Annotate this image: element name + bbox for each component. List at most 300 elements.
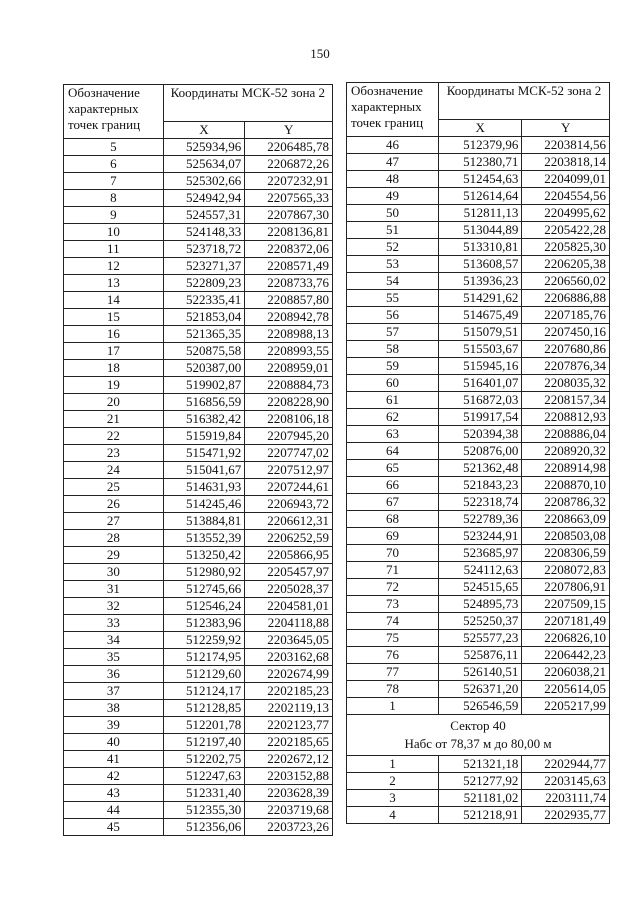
x-cell: 512614,64 [439,188,522,205]
header-point-label: Обозначение характерных точек границ [64,85,164,139]
y-cell: 2207680,86 [522,341,610,358]
table-row [347,239,610,256]
page-number: 150 [310,46,330,61]
table-row [347,494,610,511]
table-row [64,258,333,275]
y-cell: 2207244,61 [245,479,333,496]
y-cell: 2207876,34 [522,358,610,375]
point-id-cell: 20 [64,394,164,411]
point-id-cell: 60 [347,375,439,392]
x-cell: 524895,73 [439,596,522,613]
y-cell: 2204995,62 [522,205,610,222]
table-row [64,649,333,666]
x-cell: 513936,23 [439,273,522,290]
x-cell: 513884,81 [163,513,245,530]
table-row [64,462,333,479]
y-cell: 2206872,26 [245,156,333,173]
x-cell: 512124,17 [163,683,245,700]
table-row [64,207,333,224]
x-cell: 526546,59 [439,698,522,715]
point-id-cell: 58 [347,341,439,358]
y-cell: 2208106,18 [245,411,333,428]
sector-title: Сектор 40 [450,718,506,733]
x-cell: 524148,33 [163,224,245,241]
table-row [347,773,610,790]
point-id-cell: 61 [347,392,439,409]
y-cell: 2207565,33 [245,190,333,207]
y-cell: 2208372,06 [245,241,333,258]
y-cell: 2207945,20 [245,428,333,445]
point-id-cell: 13 [64,275,164,292]
y-cell: 2208136,81 [245,224,333,241]
table-row [64,734,333,751]
table-row [347,205,610,222]
table-row [347,290,610,307]
x-cell: 513552,39 [163,530,245,547]
y-cell: 2203645,05 [245,632,333,649]
header-x: X [163,122,245,139]
sector-body [347,756,610,824]
x-cell: 512980,92 [163,564,245,581]
y-cell: 2206612,31 [245,513,333,530]
y-cell: 2202185,65 [245,734,333,751]
y-cell: 2208812,93 [522,409,610,426]
x-cell: 519917,54 [439,409,522,426]
point-id-cell: 50 [347,205,439,222]
x-cell: 512247,63 [163,768,245,785]
point-id-cell: 62 [347,409,439,426]
table-row [64,496,333,513]
y-cell: 2202674,99 [245,666,333,683]
table-row [64,139,333,156]
x-cell: 524557,31 [163,207,245,224]
table-left-body [64,139,333,836]
table-row [64,411,333,428]
y-cell: 2202935,77 [522,807,610,824]
x-cell: 515471,92 [163,445,245,462]
x-cell: 519902,87 [163,377,245,394]
y-cell: 2208035,32 [522,375,610,392]
point-id-cell: 41 [64,751,164,768]
table-row [347,273,610,290]
table-row [347,358,610,375]
table-row [64,292,333,309]
point-id-cell: 31 [64,581,164,598]
point-id-cell: 23 [64,445,164,462]
point-id-cell: 27 [64,513,164,530]
y-cell: 2206038,21 [522,664,610,681]
point-id-cell: 28 [64,530,164,547]
y-cell: 2207867,30 [245,207,333,224]
y-cell: 2203723,26 [245,819,333,836]
table-row [347,579,610,596]
y-cell: 2208571,49 [245,258,333,275]
x-cell: 514291,62 [439,290,522,307]
y-cell: 2207509,15 [522,596,610,613]
point-id-cell: 68 [347,511,439,528]
y-cell: 2207806,91 [522,579,610,596]
table-row [64,751,333,768]
y-cell: 2205457,97 [245,564,333,581]
table-row [347,460,610,477]
x-cell: 512201,78 [163,717,245,734]
table-row [64,700,333,717]
x-cell: 521362,48 [439,460,522,477]
y-cell: 2208228,90 [245,394,333,411]
point-id-cell: 21 [64,411,164,428]
x-cell: 512331,40 [163,785,245,802]
table-row [64,326,333,343]
point-id-cell: 43 [64,785,164,802]
table-row [64,683,333,700]
y-cell: 2208993,55 [245,343,333,360]
point-id-cell: 67 [347,494,439,511]
x-cell: 516856,59 [163,394,245,411]
x-cell: 525250,37 [439,613,522,630]
point-id-cell: 70 [347,545,439,562]
x-cell: 514675,49 [439,307,522,324]
header-x: X [439,120,522,137]
point-id-cell: 35 [64,649,164,666]
x-cell: 512454,63 [439,171,522,188]
x-cell: 521365,35 [163,326,245,343]
x-cell: 515079,51 [439,324,522,341]
point-id-cell: 59 [347,358,439,375]
point-id-cell: 64 [347,443,439,460]
table-row [347,528,610,545]
table-row [64,173,333,190]
sector-header-row [347,715,610,756]
y-cell: 2205825,30 [522,239,610,256]
header-y: Y [522,120,610,137]
x-cell: 526371,20 [439,681,522,698]
table-row [64,530,333,547]
y-cell: 2204581,01 [245,598,333,615]
x-cell: 522809,23 [163,275,245,292]
table-right-body [347,137,610,715]
table-row [347,443,610,460]
point-id-cell: 19 [64,377,164,394]
x-cell: 523271,37 [163,258,245,275]
table-row [347,647,610,664]
x-cell: 522789,36 [439,511,522,528]
y-cell: 2208988,13 [245,326,333,343]
point-id-cell: 36 [64,666,164,683]
x-cell: 512379,96 [439,137,522,154]
point-id-cell: 4 [347,807,439,824]
point-id-cell: 18 [64,360,164,377]
table-row [347,409,610,426]
x-cell: 521277,92 [439,773,522,790]
point-id-cell: 72 [347,579,439,596]
y-cell: 2206826,10 [522,630,610,647]
x-cell: 521218,91 [439,807,522,824]
point-id-cell: 63 [347,426,439,443]
table-row [64,666,333,683]
table-row [64,819,333,836]
y-cell: 2208306,59 [522,545,610,562]
point-id-cell: 56 [347,307,439,324]
x-cell: 512259,92 [163,632,245,649]
x-cell: 523718,72 [163,241,245,258]
x-cell: 524112,63 [439,562,522,579]
table-row [64,241,333,258]
x-cell: 514245,46 [163,496,245,513]
y-cell: 2202119,13 [245,700,333,717]
table-row [64,717,333,734]
point-id-cell: 51 [347,222,439,239]
x-cell: 522318,74 [439,494,522,511]
point-id-cell: 69 [347,528,439,545]
x-cell: 512197,40 [163,734,245,751]
table-row [347,596,610,613]
y-cell: 2207450,16 [522,324,610,341]
table-row [64,343,333,360]
x-cell: 515919,84 [163,428,245,445]
point-id-cell: 1 [347,698,439,715]
point-id-cell: 46 [347,137,439,154]
y-cell: 2203145,63 [522,773,610,790]
x-cell: 525302,66 [163,173,245,190]
x-cell: 516382,42 [163,411,245,428]
point-id-cell: 14 [64,292,164,309]
table-row [347,341,610,358]
table-row [347,222,610,239]
header-point-label: Обозначение характерных точек границ [347,83,439,137]
x-cell: 513044,89 [439,222,522,239]
point-id-cell: 48 [347,171,439,188]
table-row [347,698,610,715]
x-cell: 523244,91 [439,528,522,545]
point-id-cell: 15 [64,309,164,326]
point-id-cell: 24 [64,462,164,479]
table-row [64,768,333,785]
sector-subtitle: Набс от 78,37 м до 80,00 м [404,736,552,751]
table-row [347,477,610,494]
point-id-cell: 55 [347,290,439,307]
x-cell: 512745,66 [163,581,245,598]
y-cell: 2202944,77 [522,756,610,773]
y-cell: 2206252,59 [245,530,333,547]
point-id-cell: 57 [347,324,439,341]
header-coords-label: Координаты МСК-52 зона 2 [439,83,610,120]
table-row [347,324,610,341]
table-row [347,256,610,273]
table-row [347,511,610,528]
point-id-cell: 73 [347,596,439,613]
table-row [64,394,333,411]
point-id-cell: 71 [347,562,439,579]
y-cell: 2204118,88 [245,615,333,632]
y-cell: 2205614,05 [522,681,610,698]
x-cell: 512546,24 [163,598,245,615]
point-id-cell: 53 [347,256,439,273]
table-row [64,428,333,445]
x-cell: 512356,06 [163,819,245,836]
coordinates-table-left [63,84,333,836]
y-cell: 2208920,32 [522,443,610,460]
table-row [64,513,333,530]
table-row [347,630,610,647]
y-cell: 2208914,98 [522,460,610,477]
x-cell: 525934,96 [163,139,245,156]
table-row [64,309,333,326]
y-cell: 2204554,56 [522,188,610,205]
table-row [347,307,610,324]
point-id-cell: 47 [347,154,439,171]
y-cell: 2205028,37 [245,581,333,598]
point-id-cell: 54 [347,273,439,290]
point-id-cell: 6 [64,156,164,173]
y-cell: 2202123,77 [245,717,333,734]
table-row [347,375,610,392]
x-cell: 512355,30 [163,802,245,819]
table-row [64,785,333,802]
x-cell: 524515,65 [439,579,522,596]
y-cell: 2203111,74 [522,790,610,807]
table-row [64,564,333,581]
y-cell: 2208884,73 [245,377,333,394]
table-row [64,156,333,173]
point-id-cell: 22 [64,428,164,445]
point-id-cell: 40 [64,734,164,751]
y-cell: 2208503,08 [522,528,610,545]
table-row [347,756,610,773]
x-cell: 521321,18 [439,756,522,773]
x-cell: 513310,81 [439,239,522,256]
header-y: Y [245,122,333,139]
y-cell: 2203162,68 [245,649,333,666]
y-cell: 2206485,78 [245,139,333,156]
y-cell: 2208157,34 [522,392,610,409]
x-cell: 512202,75 [163,751,245,768]
x-cell: 525577,23 [439,630,522,647]
table-row [347,154,610,171]
table-row [347,137,610,154]
y-cell: 2206943,72 [245,496,333,513]
table-row [64,275,333,292]
point-id-cell: 9 [64,207,164,224]
point-id-cell: 1 [347,756,439,773]
y-cell: 2202185,23 [245,683,333,700]
point-id-cell: 10 [64,224,164,241]
x-cell: 512128,85 [163,700,245,717]
point-id-cell: 77 [347,664,439,681]
x-cell: 512383,96 [163,615,245,632]
y-cell: 2205866,95 [245,547,333,564]
point-id-cell: 38 [64,700,164,717]
table-row [347,392,610,409]
x-cell: 515945,16 [439,358,522,375]
y-cell: 2208959,01 [245,360,333,377]
y-cell: 2203719,68 [245,802,333,819]
table-row [64,224,333,241]
point-id-cell: 7 [64,173,164,190]
header-coords-label: Координаты МСК-52 зона 2 [163,85,332,122]
y-cell: 2208663,09 [522,511,610,528]
y-cell: 2203152,88 [245,768,333,785]
y-cell: 2203818,14 [522,154,610,171]
point-id-cell: 17 [64,343,164,360]
point-id-cell: 44 [64,802,164,819]
table-row [347,171,610,188]
y-cell: 2208857,80 [245,292,333,309]
table-row [347,188,610,205]
y-cell: 2207747,02 [245,445,333,462]
sector-header [347,715,610,756]
x-cell: 520875,58 [163,343,245,360]
x-cell: 520394,38 [439,426,522,443]
y-cell: 2203814,56 [522,137,610,154]
table-row [347,545,610,562]
point-id-cell: 42 [64,768,164,785]
x-cell: 520387,00 [163,360,245,377]
y-cell: 2207185,76 [522,307,610,324]
point-id-cell: 25 [64,479,164,496]
y-cell: 2205422,28 [522,222,610,239]
x-cell: 515503,67 [439,341,522,358]
point-id-cell: 78 [347,681,439,698]
x-cell: 515041,67 [163,462,245,479]
y-cell: 2206205,38 [522,256,610,273]
point-id-cell: 8 [64,190,164,207]
y-cell: 2206442,23 [522,647,610,664]
x-cell: 523685,97 [439,545,522,562]
table-row [347,790,610,807]
y-cell: 2208786,32 [522,494,610,511]
point-id-cell: 34 [64,632,164,649]
table-row [347,562,610,579]
point-id-cell: 66 [347,477,439,494]
point-id-cell: 3 [347,790,439,807]
table-row [64,547,333,564]
point-id-cell: 2 [347,773,439,790]
table-row [347,807,610,824]
y-cell: 2208942,78 [245,309,333,326]
x-cell: 514631,93 [163,479,245,496]
point-id-cell: 39 [64,717,164,734]
x-cell: 512129,60 [163,666,245,683]
x-cell: 525876,11 [439,647,522,664]
point-id-cell: 12 [64,258,164,275]
point-id-cell: 26 [64,496,164,513]
point-id-cell: 16 [64,326,164,343]
y-cell: 2207232,91 [245,173,333,190]
table-row [64,445,333,462]
x-cell: 512380,71 [439,154,522,171]
x-cell: 520876,00 [439,443,522,460]
point-id-cell: 37 [64,683,164,700]
x-cell: 512174,95 [163,649,245,666]
point-id-cell: 52 [347,239,439,256]
table-row [64,615,333,632]
point-id-cell: 74 [347,613,439,630]
point-id-cell: 30 [64,564,164,581]
table-row [64,802,333,819]
point-id-cell: 76 [347,647,439,664]
y-cell: 2208072,83 [522,562,610,579]
x-cell: 525634,07 [163,156,245,173]
x-cell: 522335,41 [163,292,245,309]
y-cell: 2206886,88 [522,290,610,307]
coordinates-table-right [346,82,610,824]
x-cell: 521843,23 [439,477,522,494]
x-cell: 524942,94 [163,190,245,207]
x-cell: 516401,07 [439,375,522,392]
table-row [347,681,610,698]
point-id-cell: 29 [64,547,164,564]
y-cell: 2208870,10 [522,477,610,494]
